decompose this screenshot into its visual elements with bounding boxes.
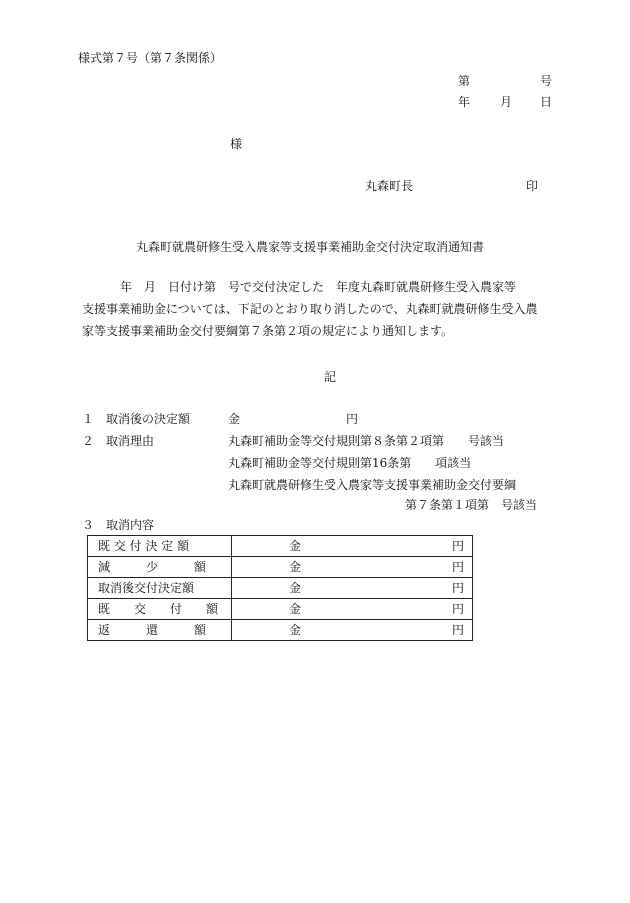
item2-number: ２ xyxy=(82,434,95,448)
kin-mark: 金 xyxy=(289,623,302,637)
kin-mark: 金 xyxy=(289,560,302,574)
document-title: 丸森町就農研修生受入農家等支援事業補助金交付決定取消通知書 xyxy=(136,240,485,254)
row-amount xyxy=(232,620,473,641)
sender-seal: 印 xyxy=(526,179,539,193)
table-row xyxy=(88,536,473,557)
yen-mark: 円 xyxy=(451,560,464,574)
row-label: 取消後交付決定額 xyxy=(88,578,232,599)
table-row xyxy=(88,578,473,599)
yen-mark: 円 xyxy=(451,581,464,595)
item2-reason-line-2: 丸森町補助金等交付規則第16条第 項該当 xyxy=(228,456,472,470)
row-label: 返 還 額 xyxy=(88,620,232,641)
yen-mark: 円 xyxy=(451,539,464,553)
body-line-2: 支援事業補助金については、下記のとおり取り消したので、丸森町就農研修生受入農 xyxy=(82,302,538,316)
item2-reason-line-3: 丸森町就農研修生受入農家等支援事業補助金交付要綱 xyxy=(228,478,517,492)
date-day: 日 xyxy=(540,95,553,109)
item1-yen: 円 xyxy=(346,412,359,426)
doc-no-dai: 第 xyxy=(458,74,471,88)
yen-mark: 円 xyxy=(451,602,464,616)
cancellation-table xyxy=(87,535,473,641)
ki-heading: 記 xyxy=(324,370,337,384)
row-amount xyxy=(232,557,473,578)
item1-label: 取消後の決定額 xyxy=(106,412,191,426)
kin-mark: 金 xyxy=(289,539,302,553)
date-month: 月 xyxy=(500,95,513,109)
table-row xyxy=(88,599,473,620)
recipient-honorific: 様 xyxy=(230,137,243,151)
doc-no-go: 号 xyxy=(540,74,553,88)
table-row xyxy=(88,557,473,578)
row-amount xyxy=(232,536,473,557)
item2-reason-line-1: 丸森町補助金等交付規則第８条第２項第 号該当 xyxy=(228,434,505,448)
kin-mark: 金 xyxy=(289,581,302,595)
row-label: 既 交 付 額 xyxy=(88,599,232,620)
item3-label: 取消内容 xyxy=(106,518,155,532)
item1-number: １ xyxy=(82,412,95,426)
row-amount xyxy=(232,578,473,599)
body-line-3: 家等支援事業補助金交付要綱第７条第２項の規定により通知します。 xyxy=(82,324,454,338)
sender-name: 丸森町長 xyxy=(365,179,414,193)
item3-number: ３ xyxy=(82,518,95,532)
date-year: 年 xyxy=(458,95,471,109)
item2-reason-line-4: 第７条第１項第 号該当 xyxy=(405,498,538,512)
yen-mark: 円 xyxy=(451,623,464,637)
item2-label: 取消理由 xyxy=(106,434,155,448)
row-label: 既 交 付 決 定 額 xyxy=(88,536,232,557)
form-number: 様式第７号（第７条関係） xyxy=(78,51,223,65)
body-line-1: 年 月 日付け第 号で交付決定した 年度丸森町就農研修生受入農家等 xyxy=(120,280,517,294)
item1-kin: 金 xyxy=(228,412,241,426)
table-row xyxy=(88,620,473,641)
row-label: 減 少 額 xyxy=(88,557,232,578)
body-paragraph xyxy=(82,276,588,342)
row-amount xyxy=(232,599,473,620)
kin-mark: 金 xyxy=(289,602,302,616)
